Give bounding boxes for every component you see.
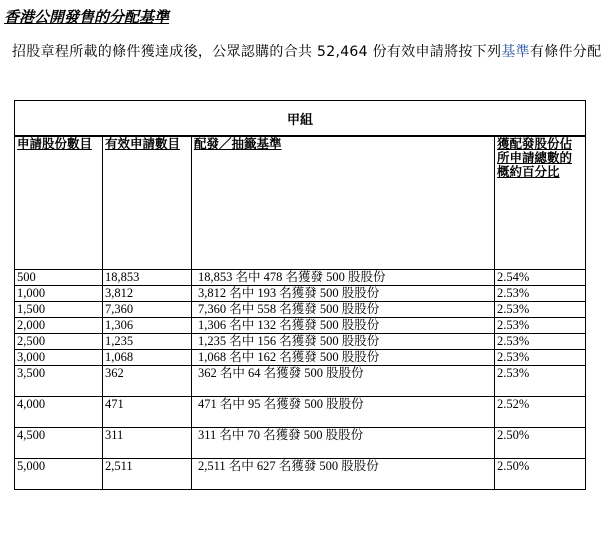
header-shares-applied: 申請股份數目 bbox=[15, 136, 103, 270]
cell-shares: 500 bbox=[15, 270, 103, 286]
cell-shares: 4,500 bbox=[15, 428, 103, 459]
cell-basis: 18,853 名中 478 名獲發 500 股股份 bbox=[192, 270, 495, 286]
cell-shares: 1,500 bbox=[15, 302, 103, 318]
table-row bbox=[15, 302, 586, 318]
cell-basis: 362 名中 64 名獲發 500 股股份 bbox=[192, 366, 495, 397]
cell-pct: 2.52% bbox=[495, 397, 586, 428]
cell-basis: 471 名中 95 名獲發 500 股股份 bbox=[192, 397, 495, 428]
cell-shares: 5,000 bbox=[15, 459, 103, 490]
cell-apps: 2,511 bbox=[103, 459, 192, 490]
table-body bbox=[15, 270, 586, 490]
cell-pct: 2.53% bbox=[495, 350, 586, 366]
cell-basis: 2,511 名中 627 名獲發 500 股股份 bbox=[192, 459, 495, 490]
intro-highlight: 基準 bbox=[501, 44, 530, 60]
table-row bbox=[15, 318, 586, 334]
page-heading: 香港公開發售的分配基準 bbox=[4, 8, 170, 26]
cell-apps: 471 bbox=[103, 397, 192, 428]
cell-pct: 2.50% bbox=[495, 459, 586, 490]
header-basis: 配發／抽籤基準 bbox=[192, 136, 495, 270]
cell-pct: 2.54% bbox=[495, 270, 586, 286]
cell-apps: 1,235 bbox=[103, 334, 192, 350]
cell-shares: 4,000 bbox=[15, 397, 103, 428]
table-row bbox=[15, 334, 586, 350]
intro-text-after: 有條件分配 bbox=[529, 44, 602, 60]
header-percentage: 獲配發股份佔所申請總數的概約百分比 bbox=[495, 136, 586, 270]
cell-shares: 1,000 bbox=[15, 286, 103, 302]
table-row bbox=[15, 459, 586, 490]
intro-paragraph bbox=[12, 41, 601, 61]
header-valid-apps: 有效申請數目 bbox=[103, 136, 192, 270]
cell-pct: 2.53% bbox=[495, 334, 586, 350]
cell-basis: 1,235 名中 156 名獲發 500 股股份 bbox=[192, 334, 495, 350]
cell-apps: 7,360 bbox=[103, 302, 192, 318]
cell-shares: 3,500 bbox=[15, 366, 103, 397]
table-row bbox=[15, 397, 586, 428]
table-row bbox=[15, 428, 586, 459]
cell-apps: 18,853 bbox=[103, 270, 192, 286]
table-row bbox=[15, 350, 586, 366]
allocation-table bbox=[14, 100, 586, 490]
cell-apps: 362 bbox=[103, 366, 192, 397]
cell-apps: 3,812 bbox=[103, 286, 192, 302]
cell-shares: 2,500 bbox=[15, 334, 103, 350]
cell-pct: 2.53% bbox=[495, 366, 586, 397]
cell-pct: 2.50% bbox=[495, 428, 586, 459]
cell-basis: 3,812 名中 193 名獲發 500 股股份 bbox=[192, 286, 495, 302]
cell-pct: 2.53% bbox=[495, 302, 586, 318]
cell-apps: 1,306 bbox=[103, 318, 192, 334]
intro-text-before: 招股章程所載的條件獲達成後，公眾認購的合共 52,464 份有效申請將按下列 bbox=[12, 44, 502, 60]
cell-apps: 1,068 bbox=[103, 350, 192, 366]
cell-shares: 2,000 bbox=[15, 318, 103, 334]
cell-pct: 2.53% bbox=[495, 318, 586, 334]
table-row bbox=[15, 270, 586, 286]
group-title: 甲組 bbox=[15, 101, 586, 137]
cell-shares: 3,000 bbox=[15, 350, 103, 366]
cell-basis: 1,306 名中 132 名獲發 500 股股份 bbox=[192, 318, 495, 334]
cell-pct: 2.53% bbox=[495, 286, 586, 302]
cell-basis: 7,360 名中 558 名獲發 500 股股份 bbox=[192, 302, 495, 318]
table-row bbox=[15, 366, 586, 397]
cell-apps: 311 bbox=[103, 428, 192, 459]
cell-basis: 1,068 名中 162 名獲發 500 股股份 bbox=[192, 350, 495, 366]
table-row bbox=[15, 286, 586, 302]
cell-basis: 311 名中 70 名獲發 500 股股份 bbox=[192, 428, 495, 459]
